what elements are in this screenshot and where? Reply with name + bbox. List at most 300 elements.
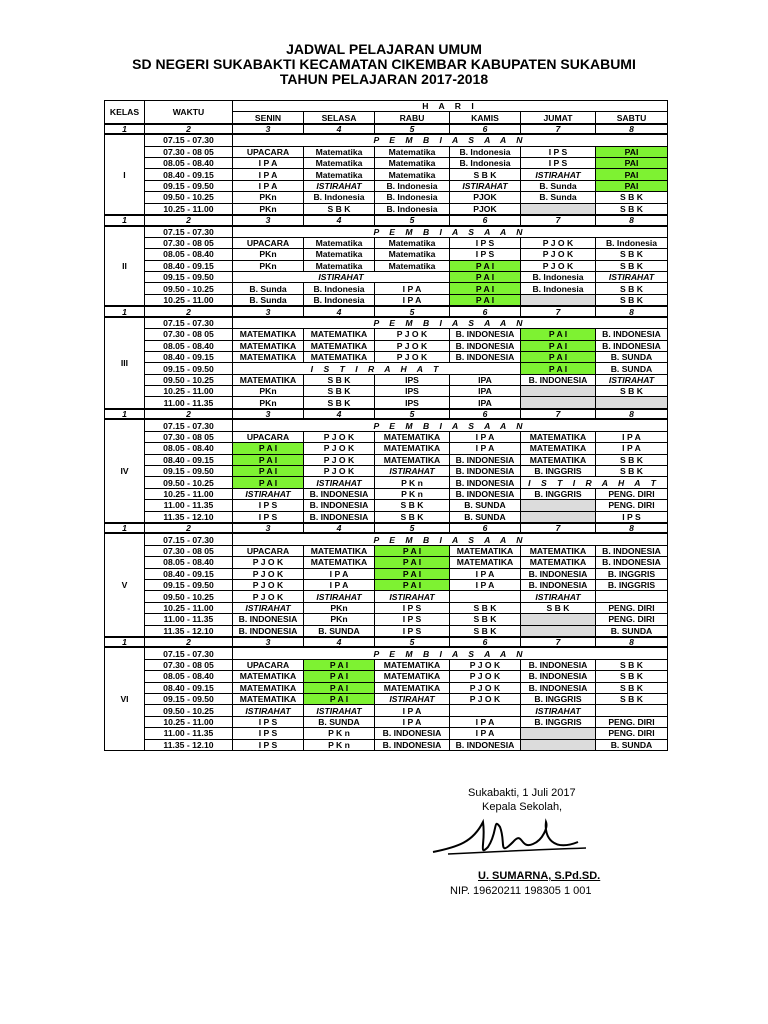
subject-cell: ISTIRAHAT xyxy=(233,488,304,499)
subject-cell: B. Indonesia xyxy=(375,203,450,215)
column-number: 1 xyxy=(105,637,145,648)
subject-cell: Matematika xyxy=(304,260,375,271)
time-cell: 09.50 - 10.25 xyxy=(145,591,233,602)
table-row xyxy=(105,739,668,750)
table-row xyxy=(105,465,668,476)
subject-cell: ISTIRAHAT xyxy=(375,591,450,602)
column-number: 1 xyxy=(105,523,145,534)
subject-cell: I P S xyxy=(450,237,521,248)
subject-cell: I P A xyxy=(375,705,450,716)
subject-cell: P A I xyxy=(304,682,375,693)
header-waktu: WAKTU xyxy=(145,101,233,124)
subject-cell: B. INDONESIA xyxy=(375,739,450,750)
time-cell: 08.40 - 09.15 xyxy=(145,568,233,579)
table-row xyxy=(105,397,668,409)
column-number: 7 xyxy=(521,637,596,648)
subject-cell: B. INDONESIA xyxy=(304,511,375,523)
subject-cell: ISTIRAHAT xyxy=(304,180,375,191)
time-cell: 09.15 - 09.50 xyxy=(145,465,233,476)
column-number-row xyxy=(105,215,668,226)
time-cell: 09.50 - 10.25 xyxy=(145,477,233,488)
subject-cell: MATEMATIKA xyxy=(233,329,304,340)
time-cell: 07.15 - 07.30 xyxy=(145,226,233,238)
table-row xyxy=(105,363,668,374)
subject-cell: B. INGGRIS xyxy=(596,568,668,579)
class-label: III xyxy=(105,317,145,409)
table-row xyxy=(105,682,668,693)
time-cell: 08.40 - 09.15 xyxy=(145,169,233,180)
title-line-1: JADWAL PELAJARAN UMUM xyxy=(286,41,482,57)
subject-cell: MATEMATIKA xyxy=(375,454,450,465)
subject-cell: ISTIRAHAT xyxy=(233,705,304,716)
column-number: 4 xyxy=(304,306,375,317)
subject-cell: B. INGGRIS xyxy=(521,465,596,476)
subject-cell: Matematika xyxy=(375,237,450,248)
subject-cell: B. INDONESIA xyxy=(233,614,304,625)
subject-cell: MATEMATIKA xyxy=(521,545,596,556)
subject-cell: MATEMATIKA xyxy=(233,693,304,704)
time-cell: 11.35 - 12.10 xyxy=(145,625,233,637)
subject-cell: P A I xyxy=(450,283,521,294)
time-cell: 11.35 - 12.10 xyxy=(145,739,233,750)
subject-cell: I P A xyxy=(233,158,304,169)
column-number: 3 xyxy=(233,306,304,317)
subject-cell: I P A xyxy=(304,568,375,579)
subject-cell: B. SUNDA xyxy=(596,363,668,374)
subject-cell: P A I xyxy=(233,443,304,454)
column-number: 1 xyxy=(105,409,145,420)
subject-cell xyxy=(521,386,596,397)
subject-cell: ISTIRAHAT xyxy=(375,693,450,704)
istirahat-cell: I S T I R A H A T xyxy=(233,363,521,374)
subject-cell: B. INDONESIA xyxy=(304,488,375,499)
subject-cell: S B K xyxy=(596,386,668,397)
subject-cell: S B K xyxy=(304,386,375,397)
table-row xyxy=(105,602,668,613)
header-row xyxy=(105,101,668,112)
subject-cell: ISTIRAHAT xyxy=(304,477,375,488)
subject-cell: UPACARA xyxy=(233,659,304,670)
subject-cell: P J O K xyxy=(304,454,375,465)
time-cell: 07.15 - 07.30 xyxy=(145,317,233,329)
subject-cell: P A I xyxy=(450,294,521,306)
subject-cell: S B K xyxy=(375,500,450,511)
column-number: 8 xyxy=(596,215,668,226)
subject-cell: B. Indonesia xyxy=(375,180,450,191)
subject-cell: P J O K xyxy=(304,443,375,454)
subject-cell: MATEMATIKA xyxy=(304,545,375,556)
subject-cell: PKn xyxy=(233,192,304,203)
subject-cell: MATEMATIKA xyxy=(375,431,450,442)
subject-cell: S B K xyxy=(596,693,668,704)
subject-cell: P K n xyxy=(304,739,375,750)
subject-cell: IPS xyxy=(375,386,450,397)
table-row xyxy=(105,431,668,442)
subject-cell: ISTIRAHAT xyxy=(521,705,596,716)
table-row xyxy=(105,351,668,362)
subject-cell: I P S xyxy=(233,511,304,523)
table-row xyxy=(105,169,668,180)
subject-cell: IPS xyxy=(375,374,450,385)
subject-cell: B. INDONESIA xyxy=(304,500,375,511)
subject-cell: PKn xyxy=(233,386,304,397)
time-cell: 09.50 - 10.25 xyxy=(145,283,233,294)
subject-cell: MATEMATIKA xyxy=(450,557,521,568)
subject-cell: P J O K xyxy=(233,557,304,568)
subject-cell: B. INDONESIA xyxy=(521,579,596,590)
subject-cell: I P A xyxy=(375,294,450,306)
column-number: 7 xyxy=(521,409,596,420)
table-row xyxy=(105,226,668,238)
table-row xyxy=(105,419,668,431)
subject-cell: PAI xyxy=(596,180,668,191)
subject-cell: PKn xyxy=(304,614,375,625)
subject-cell: MATEMATIKA xyxy=(375,671,450,682)
subject-cell: I P A xyxy=(450,443,521,454)
subject-cell: P J O K xyxy=(233,568,304,579)
table-row xyxy=(105,180,668,191)
time-cell: 11.35 - 12.10 xyxy=(145,511,233,523)
table-row xyxy=(105,647,668,659)
subject-cell: B. INDONESIA xyxy=(521,374,596,385)
subject-cell: I P A xyxy=(304,579,375,590)
column-number: 3 xyxy=(233,523,304,534)
subject-cell: PAI xyxy=(596,158,668,169)
subject-cell: ISTIRAHAT xyxy=(521,169,596,180)
time-cell: 08.05 - 08.40 xyxy=(145,249,233,260)
column-number-row xyxy=(105,409,668,420)
subject-cell: PENG. DIRI xyxy=(596,500,668,511)
column-number: 3 xyxy=(233,215,304,226)
istirahat-cell: ISTIRAHAT xyxy=(233,272,450,283)
column-number: 2 xyxy=(145,215,233,226)
subject-cell: I P S xyxy=(450,249,521,260)
subject-cell: S B K xyxy=(596,192,668,203)
subject-cell: I P S xyxy=(521,158,596,169)
subject-cell: MATEMATIKA xyxy=(375,443,450,454)
table-row xyxy=(105,203,668,215)
signature-scribble xyxy=(428,812,588,872)
pembiasaan-cell: P E M B I A S A A N xyxy=(233,317,668,329)
column-number: 1 xyxy=(105,306,145,317)
subject-cell xyxy=(450,591,521,602)
subject-cell: S B K xyxy=(304,203,375,215)
subject-cell: MATEMATIKA xyxy=(521,557,596,568)
subject-cell: B. INDONESIA xyxy=(596,340,668,351)
column-number: 1 xyxy=(105,215,145,226)
subject-cell: I P S xyxy=(375,625,450,637)
column-number: 5 xyxy=(375,306,450,317)
subject-cell: B. SUNDA xyxy=(596,625,668,637)
column-number: 8 xyxy=(596,523,668,534)
subject-cell: Matematika xyxy=(375,260,450,271)
subject-cell xyxy=(521,739,596,750)
time-cell: 08.40 - 09.15 xyxy=(145,260,233,271)
subject-cell: P A I xyxy=(304,659,375,670)
time-cell: 09.50 - 10.25 xyxy=(145,192,233,203)
time-cell: 07.30 - 08 05 xyxy=(145,431,233,442)
subject-cell: MATEMATIKA xyxy=(233,374,304,385)
subject-cell: MATEMATIKA xyxy=(375,682,450,693)
subject-cell: IPA xyxy=(450,386,521,397)
column-number: 6 xyxy=(450,409,521,420)
column-number: 4 xyxy=(304,215,375,226)
subject-cell xyxy=(596,705,668,716)
header-day: SELASA xyxy=(304,112,375,124)
subject-cell: ISTIRAHAT xyxy=(450,180,521,191)
header-day: SABTU xyxy=(596,112,668,124)
subject-cell xyxy=(521,614,596,625)
subject-cell: P A I xyxy=(521,329,596,340)
column-number: 8 xyxy=(596,124,668,135)
header-day: SENIN xyxy=(233,112,304,124)
column-number: 1 xyxy=(105,124,145,135)
subject-cell: Matematika xyxy=(304,169,375,180)
column-number: 8 xyxy=(596,409,668,420)
subject-cell: B. INGGRIS xyxy=(521,716,596,727)
sign-place-date: Sukabakti, 1 Juli 2017 xyxy=(468,787,576,799)
column-number: 2 xyxy=(145,306,233,317)
subject-cell: P A I xyxy=(450,272,521,283)
subject-cell: B. Sunda xyxy=(233,294,304,306)
time-cell: 08.40 - 09.15 xyxy=(145,682,233,693)
subject-cell: PAI xyxy=(596,169,668,180)
subject-cell: IPA xyxy=(450,374,521,385)
pembiasaan-cell: P E M B I A S A A N xyxy=(233,533,668,545)
subject-cell: P J O K xyxy=(521,260,596,271)
subject-cell: PENG. DIRI xyxy=(596,614,668,625)
subject-cell: S B K xyxy=(304,374,375,385)
column-number-row xyxy=(105,124,668,135)
subject-cell: Matematika xyxy=(304,249,375,260)
column-number: 6 xyxy=(450,523,521,534)
time-cell: 09.15 - 09.50 xyxy=(145,272,233,283)
subject-cell: B. INDONESIA xyxy=(450,329,521,340)
table-row xyxy=(105,443,668,454)
subject-cell: I P S xyxy=(596,511,668,523)
subject-cell: MATEMATIKA xyxy=(521,454,596,465)
subject-cell: S B K xyxy=(596,249,668,260)
column-number: 6 xyxy=(450,637,521,648)
subject-cell: B. INDONESIA xyxy=(375,728,450,739)
column-number: 2 xyxy=(145,124,233,135)
subject-cell: B. INDONESIA xyxy=(596,329,668,340)
sign-name: U. SUMARNA, S.Pd.SD. xyxy=(478,870,601,882)
subject-cell: S B K xyxy=(596,454,668,465)
subject-cell: S B K xyxy=(596,294,668,306)
subject-cell: MATEMATIKA xyxy=(233,671,304,682)
time-cell: 09.50 - 10.25 xyxy=(145,374,233,385)
subject-cell: B. Sunda xyxy=(521,192,596,203)
subject-cell: S B K xyxy=(596,682,668,693)
subject-cell: I P S xyxy=(521,146,596,157)
subject-cell xyxy=(596,397,668,409)
column-number-row xyxy=(105,306,668,317)
subject-cell: P J O K xyxy=(521,249,596,260)
subject-cell: B. SUNDA xyxy=(450,500,521,511)
subject-cell: P J O K xyxy=(450,671,521,682)
subject-cell: PAI xyxy=(596,146,668,157)
subject-cell: PENG. DIRI xyxy=(596,602,668,613)
subject-cell: B. INDONESIA xyxy=(521,659,596,670)
subject-cell: IPS xyxy=(375,397,450,409)
subject-cell: P J O K xyxy=(375,329,450,340)
column-number: 5 xyxy=(375,409,450,420)
time-cell: 10.25 - 11.00 xyxy=(145,294,233,306)
subject-cell: Matematika xyxy=(304,146,375,157)
table-row xyxy=(105,294,668,306)
subject-cell: I P A xyxy=(450,431,521,442)
subject-cell: MATEMATIKA xyxy=(304,329,375,340)
subject-cell: I P A xyxy=(233,180,304,191)
subject-cell: PKn xyxy=(233,249,304,260)
subject-cell: P J O K xyxy=(375,351,450,362)
subject-cell: MATEMATIKA xyxy=(304,557,375,568)
subject-cell: P A I xyxy=(375,568,450,579)
subject-cell: P A I xyxy=(233,454,304,465)
time-cell: 09.15 - 09.50 xyxy=(145,579,233,590)
table-row xyxy=(105,134,668,146)
time-cell: 10.25 - 11.00 xyxy=(145,488,233,499)
subject-cell: S B K xyxy=(596,260,668,271)
subject-cell: I P A xyxy=(233,169,304,180)
column-number: 3 xyxy=(233,409,304,420)
header-day: JUMAT xyxy=(521,112,596,124)
table-row xyxy=(105,579,668,590)
subject-cell: B. Indonesia xyxy=(304,192,375,203)
subject-cell: MATEMATIKA xyxy=(450,545,521,556)
subject-cell: P A I xyxy=(304,693,375,704)
time-cell: 08.40 - 09.15 xyxy=(145,454,233,465)
subject-cell: P J O K xyxy=(233,579,304,590)
column-number: 7 xyxy=(521,523,596,534)
istirahat-cell: ISTIRAHAT xyxy=(596,272,668,283)
subject-cell: B. INDONESIA xyxy=(596,557,668,568)
subject-cell: I P A xyxy=(596,443,668,454)
class-label: II xyxy=(105,226,145,307)
subject-cell: S B K xyxy=(450,169,521,180)
column-number: 6 xyxy=(450,306,521,317)
istirahat-cell: I S T I R A H A T xyxy=(521,477,668,488)
subject-cell xyxy=(521,397,596,409)
table-row xyxy=(105,500,668,511)
subject-cell: I P A xyxy=(450,716,521,727)
subject-cell: S B K xyxy=(450,602,521,613)
subject-cell: Matematika xyxy=(375,169,450,180)
subject-cell: B. INGGRIS xyxy=(596,579,668,590)
time-cell: 07.30 - 08 05 xyxy=(145,146,233,157)
time-cell: 08.05 - 08.40 xyxy=(145,340,233,351)
subject-cell: UPACARA xyxy=(233,146,304,157)
subject-cell: B. SUNDA xyxy=(596,351,668,362)
subject-cell: P J O K xyxy=(521,237,596,248)
table-row xyxy=(105,192,668,203)
column-number: 4 xyxy=(304,409,375,420)
column-number: 4 xyxy=(304,124,375,135)
subject-cell: Matematika xyxy=(375,158,450,169)
subject-cell: Matematika xyxy=(375,249,450,260)
time-cell: 11.00 - 11.35 xyxy=(145,728,233,739)
column-number: 3 xyxy=(233,124,304,135)
subject-cell: B. INDONESIA xyxy=(450,465,521,476)
time-cell: 08.40 - 09.15 xyxy=(145,351,233,362)
subject-cell: B. Indonesia xyxy=(596,237,668,248)
time-cell: 11.00 - 11.35 xyxy=(145,614,233,625)
subject-cell: ISTIRAHAT xyxy=(596,374,668,385)
subject-cell xyxy=(521,500,596,511)
column-number: 8 xyxy=(596,637,668,648)
column-number: 4 xyxy=(304,637,375,648)
class-label: IV xyxy=(105,419,145,523)
subject-cell xyxy=(521,625,596,637)
column-number-row xyxy=(105,637,668,648)
subject-cell xyxy=(521,203,596,215)
subject-cell: PKn xyxy=(304,602,375,613)
subject-cell: B. INDONESIA xyxy=(596,545,668,556)
subject-cell: MATEMATIKA xyxy=(304,340,375,351)
subject-cell: ISTIRAHAT xyxy=(375,465,450,476)
subject-cell: B. INDONESIA xyxy=(450,340,521,351)
subject-cell xyxy=(521,294,596,306)
subject-cell: ISTIRAHAT xyxy=(233,602,304,613)
subject-cell: PENG. DIRI xyxy=(596,488,668,499)
table-row xyxy=(105,659,668,670)
table-row xyxy=(105,568,668,579)
time-cell: 07.30 - 08 05 xyxy=(145,329,233,340)
subject-cell: B. INDONESIA xyxy=(450,477,521,488)
subject-cell: B. Sunda xyxy=(233,283,304,294)
table-row xyxy=(105,249,668,260)
table-row xyxy=(105,146,668,157)
subject-cell: I P S xyxy=(375,614,450,625)
subject-cell: S B K xyxy=(596,659,668,670)
subject-cell: S B K xyxy=(375,511,450,523)
subject-cell xyxy=(521,511,596,523)
time-cell: 09.15 - 09.50 xyxy=(145,363,233,374)
header-day: RABU xyxy=(375,112,450,124)
subject-cell: S B K xyxy=(450,625,521,637)
time-cell: 07.30 - 08 05 xyxy=(145,545,233,556)
subject-cell: B. SUNDA xyxy=(304,625,375,637)
subject-cell: PJOK xyxy=(450,203,521,215)
time-cell: 08.05 - 08.40 xyxy=(145,557,233,568)
subject-cell: B. SUNDA xyxy=(596,739,668,750)
subject-cell: P J O K xyxy=(450,659,521,670)
pembiasaan-cell: P E M B I A S A A N xyxy=(233,419,668,431)
subject-cell: I P A xyxy=(596,431,668,442)
column-number: 6 xyxy=(450,215,521,226)
time-cell: 09.15 - 09.50 xyxy=(145,180,233,191)
subject-cell: P A I xyxy=(304,671,375,682)
subject-cell: B. INDONESIA xyxy=(450,454,521,465)
subject-cell: PJOK xyxy=(450,192,521,203)
subject-cell: B. Indonesia xyxy=(521,283,596,294)
table-row xyxy=(105,705,668,716)
column-number: 7 xyxy=(521,306,596,317)
subject-cell: P K n xyxy=(375,477,450,488)
subject-cell xyxy=(596,591,668,602)
title-line-3: TAHUN PELAJARAN 2017-2018 xyxy=(279,71,489,87)
subject-cell xyxy=(521,728,596,739)
subject-cell: B. INGGRIS xyxy=(521,488,596,499)
subject-cell: P A I xyxy=(233,465,304,476)
table-row xyxy=(105,545,668,556)
subject-cell: I P S xyxy=(233,728,304,739)
table-row xyxy=(105,340,668,351)
subject-cell: MATEMATIKA xyxy=(521,431,596,442)
time-cell: 10.25 - 11.00 xyxy=(145,203,233,215)
subject-cell: PKn xyxy=(233,397,304,409)
